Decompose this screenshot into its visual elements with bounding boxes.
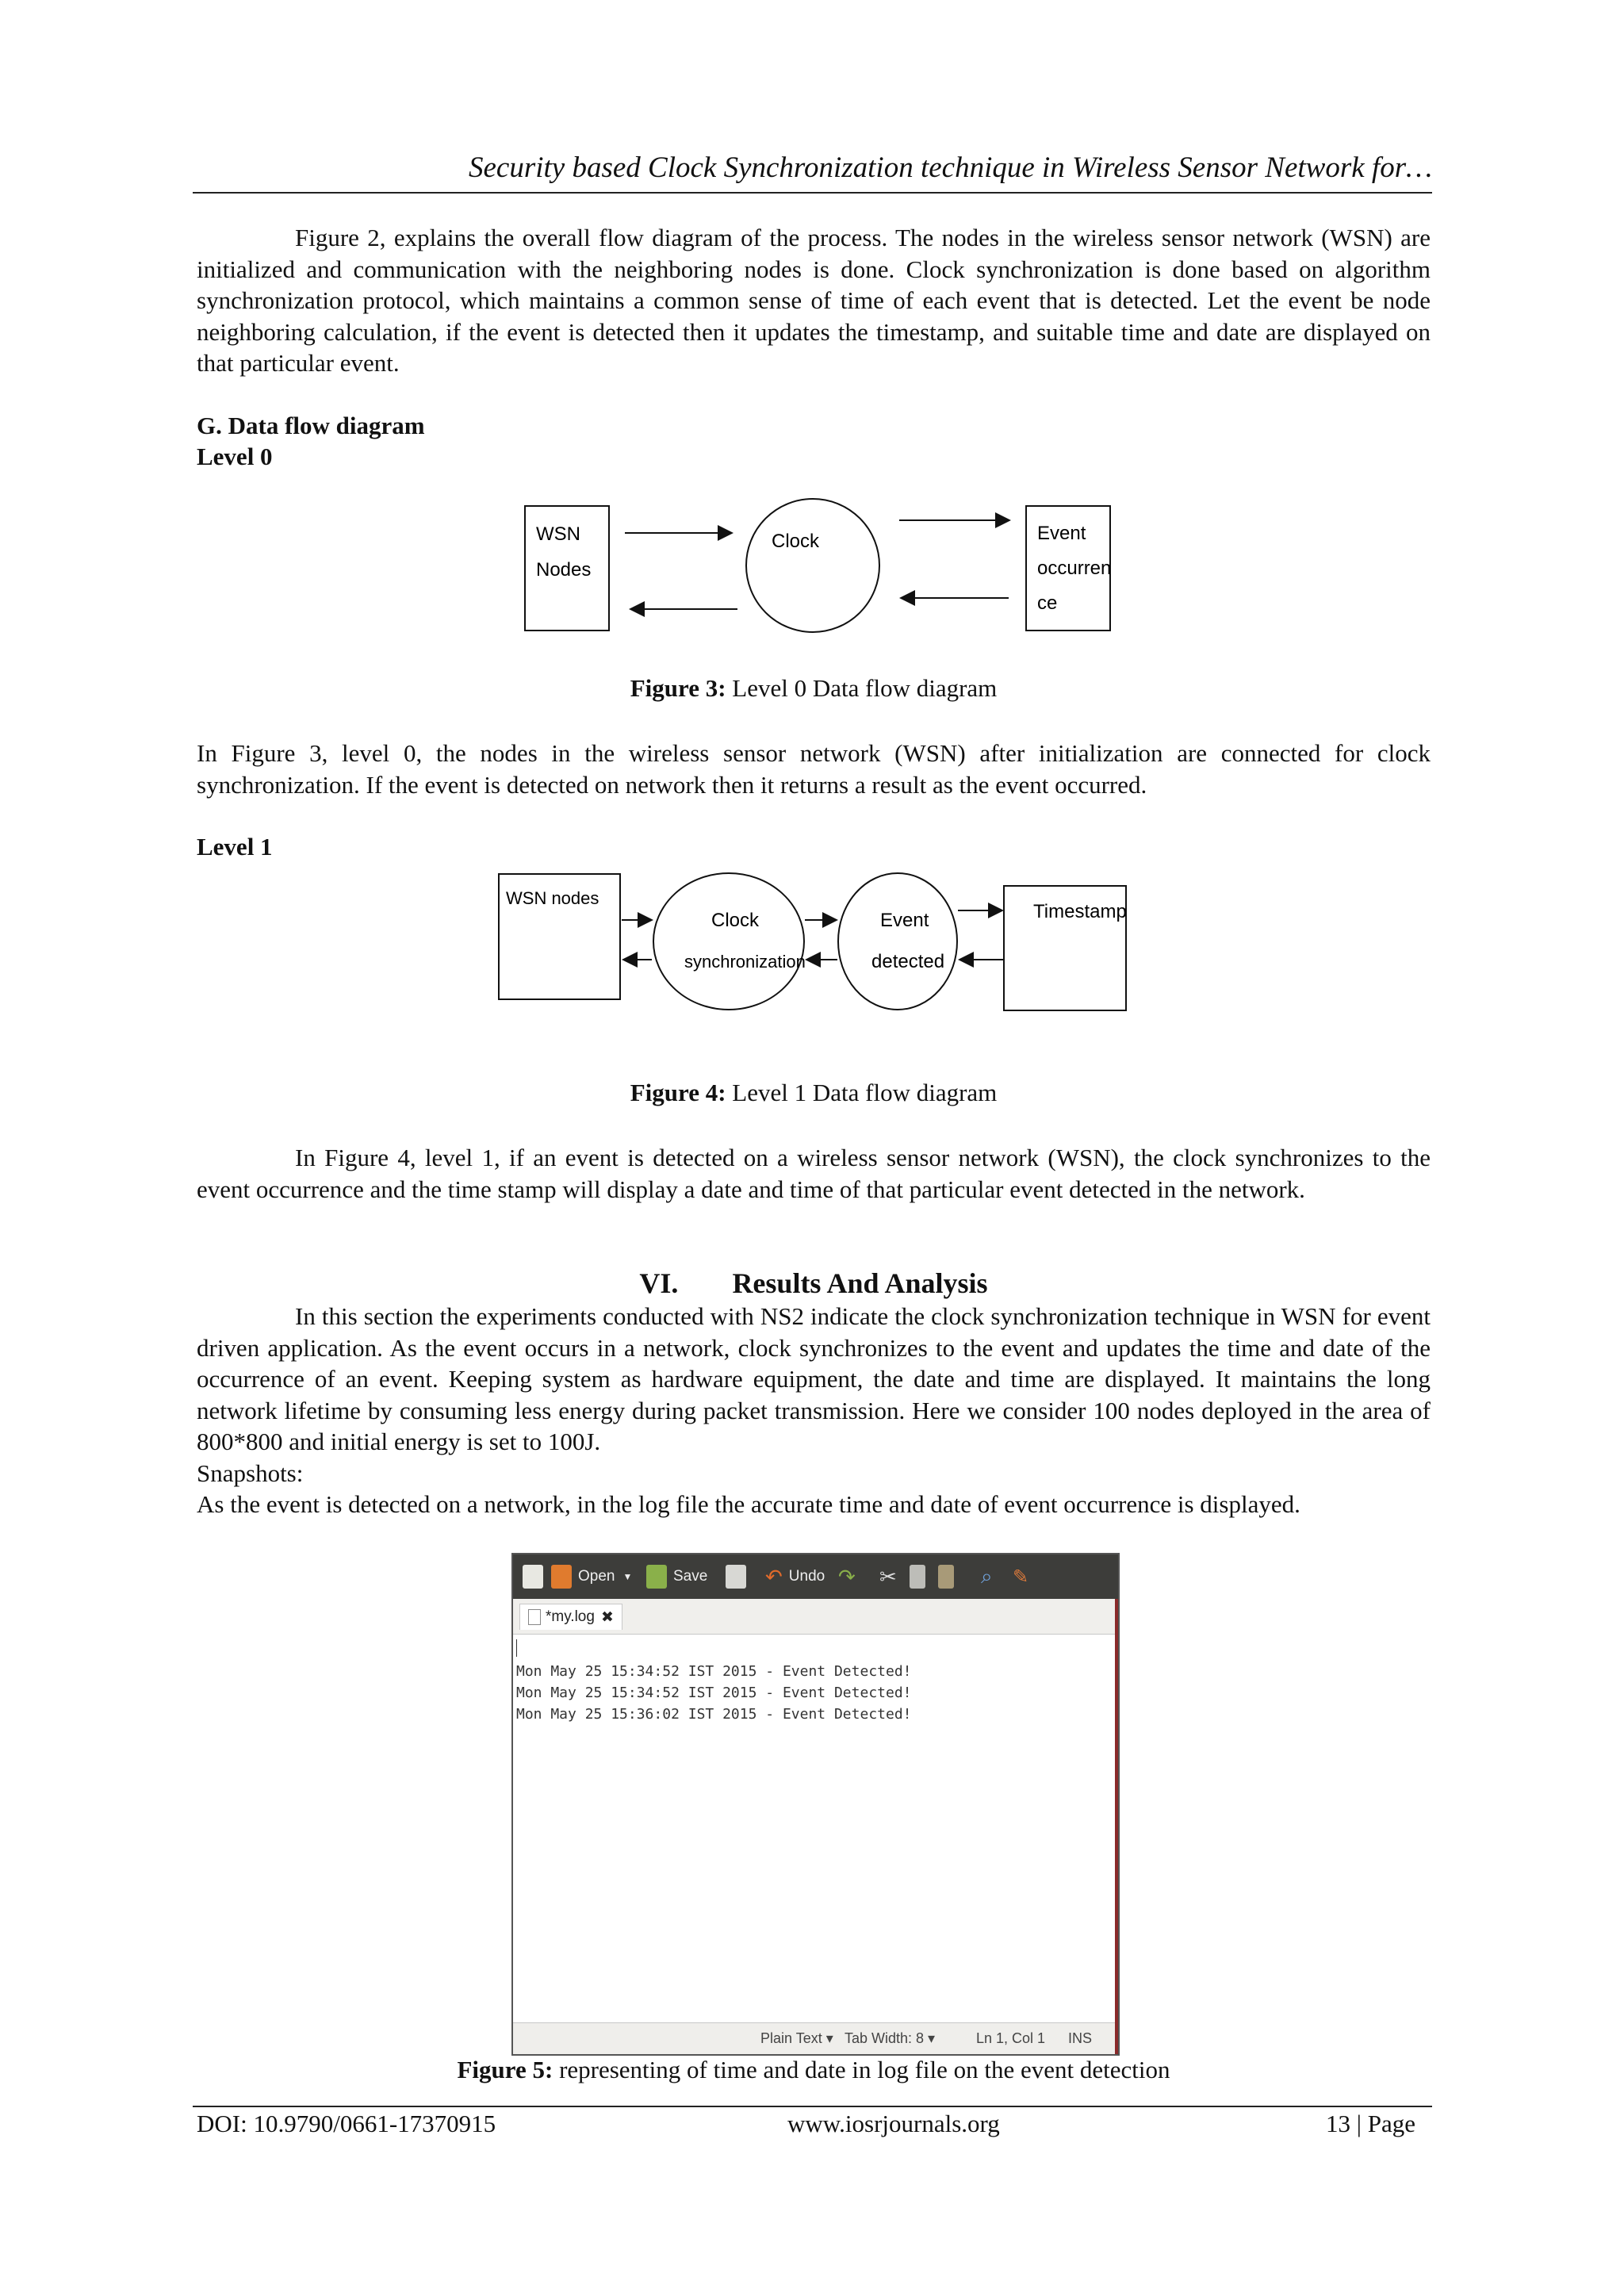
wsn-nodes-label: WSN nodes (506, 888, 599, 908)
document-icon (528, 1609, 541, 1625)
paste-icon (938, 1565, 954, 1589)
section-title: Results And Analysis (732, 1267, 988, 1299)
window-edge (1115, 1599, 1118, 2054)
log-line: Mon May 25 15:36:02 IST 2015 - Event Detected! (516, 1706, 912, 1723)
new-document-icon (523, 1565, 543, 1589)
text-cursor (516, 1639, 517, 1657)
figure-5-caption-text: representing of time and date in log file on the event detection (553, 2056, 1170, 2083)
figure-3-diagram (508, 492, 1126, 642)
undo-button[interactable] (765, 1562, 825, 1591)
wsn-nodes-label-1: WSN (536, 523, 580, 545)
undo-label: Undo (788, 1568, 825, 1585)
scissors-icon: ✂ (879, 1564, 897, 1589)
figure-4-caption (197, 1079, 1431, 1107)
save-label: Save (673, 1568, 708, 1585)
tab-label: *my.log (546, 1608, 595, 1625)
save-button[interactable] (646, 1562, 707, 1591)
figure-5-caption (197, 2056, 1431, 2084)
print-button[interactable] (726, 1562, 753, 1591)
level0-paragraph (197, 738, 1431, 800)
copy-icon (910, 1565, 925, 1589)
cut-button[interactable] (879, 1562, 897, 1591)
wsn-nodes-label-2: Nodes (536, 559, 592, 581)
search-icon: ⌕ (981, 1564, 993, 1588)
tab-width-selector[interactable]: Tab Width: 8 ▾ (845, 2030, 936, 2046)
figure-5-caption-label: Figure 5: (457, 2056, 553, 2083)
redo-button[interactable] (838, 1562, 856, 1591)
cursor-position: Ln 1, Col 1 (976, 2030, 1046, 2046)
level1-paragraph (197, 1142, 1431, 1205)
footer-site[interactable]: www.iosrjournals.org (787, 2110, 1000, 2137)
figure-4-caption-label: Figure 4: (630, 1079, 726, 1106)
tab-my-log[interactable] (519, 1604, 622, 1630)
clock-sync-label-1: Clock (711, 910, 760, 931)
copy-button[interactable] (910, 1562, 932, 1591)
log-line: Mon May 25 15:34:52 IST 2015 - Event Detected! (516, 1685, 912, 1701)
language-selector[interactable]: Plain Text ▾ (760, 2030, 833, 2046)
section-number: VI. (639, 1267, 679, 1299)
gedit-screenshot (511, 1553, 1120, 2056)
subheading-data-flow: G. Data flow diagram (197, 412, 425, 439)
save-icon (646, 1565, 667, 1589)
paragraph-text: In this section the experiments conducted with NS2 indicate the clock synchronization technique in WSN for event driven application. As the event occurs in a network, clock synchronizes to the event and updates the time and date of the occurrence of an event. Keeping system as hardware equipment, the date and time are displayed. It maintains the long network lifetime by consuming less energy during packet transmission. Here we consider 100 nodes deployed in the area of 800*800 and initial energy is set to 100J. (197, 1302, 1431, 1455)
open-label: Open (578, 1568, 615, 1585)
subheading-level-0: Level 0 (197, 443, 273, 470)
subheading-level-1: Level 1 (197, 833, 273, 861)
redo-icon: ↷ (838, 1564, 856, 1589)
undo-icon: ↶ (765, 1564, 783, 1589)
event-detected-circle (838, 873, 957, 1010)
results-paragraph (197, 1301, 1431, 1520)
log-line: Mon May 25 15:34:52 IST 2015 - Event Detected! (516, 1663, 912, 1680)
event-label-2: occurren (1037, 558, 1112, 579)
figure-4-diagram (492, 864, 1134, 1023)
figure-3-caption-text: Level 0 Data flow diagram (726, 674, 998, 702)
event-label-3: ce (1037, 592, 1058, 614)
paragraph-text: As the event is detected on a network, in the log file the accurate time and date of event occurrence is displayed. (197, 1490, 1300, 1518)
figure-4-caption-text: Level 1 Data flow diagram (726, 1079, 998, 1106)
clock-circle (746, 499, 879, 632)
replace-button[interactable] (1013, 1562, 1028, 1591)
status-bar (513, 2022, 1118, 2055)
figure-3-caption (197, 674, 1431, 703)
header-rule (193, 192, 1432, 194)
timestamp-label: Timestamp (1033, 901, 1127, 922)
paragraph-text: Figure 2, explains the overall flow diagram of the process. The nodes in the wireless sensor network (WSN) are initialized and communication with the neighboring nodes is done. Clock synchronization is done based on algorithm synchronization protocol, which maintains a common sense of time of each event that is detected. Let the event be node neighboring calculation, if the event is detected then it updates the timestamp, and suitable time and date are displayed on that particular event. (197, 224, 1431, 377)
open-button[interactable] (551, 1562, 632, 1591)
section-heading (197, 1267, 1431, 1300)
event-detected-label-2: detected (871, 951, 945, 972)
paragraph-text: In Figure 4, level 1, if an event is detected on a wireless sensor network (WSN), the clock synchronizes to the event occurrence and the time stamp will display a date and time of that particular event detected in the network. (197, 1144, 1431, 1203)
clock-sync-label-2: synchronization (684, 952, 806, 972)
close-icon[interactable]: ✖ (600, 1608, 614, 1626)
find-button[interactable] (981, 1562, 993, 1591)
paste-button[interactable] (938, 1562, 960, 1591)
intro-paragraph (197, 222, 1431, 379)
clock-label: Clock (772, 531, 820, 552)
paragraph-text: In Figure 3, level 0, the nodes in the wireless sensor network (WSN) after initialization are connected for clock synchronization. If the event is detected on network then it returns a result as the event occurred. (197, 739, 1431, 799)
footer-rule (193, 2106, 1432, 2107)
figure-3-caption-label: Figure 3: (630, 674, 726, 702)
print-icon (726, 1565, 746, 1589)
running-header: Security based Clock Synchronization technique in Wireless Sensor Network for… (468, 151, 1432, 184)
clock-sync-circle (653, 873, 804, 1010)
new-file-button[interactable] (523, 1562, 550, 1591)
tab-bar (513, 1599, 1118, 1635)
replace-icon: ✎ (1013, 1566, 1029, 1588)
insert-mode: INS (1068, 2030, 1093, 2046)
folder-icon (551, 1565, 572, 1589)
event-detected-label-1: Event (880, 910, 929, 931)
event-label-1: Event (1037, 523, 1086, 544)
chevron-down-icon: ▼ (622, 1571, 633, 1582)
editor-text-area[interactable] (513, 1635, 1118, 2014)
editor-toolbar (513, 1554, 1118, 1599)
footer-doi: DOI: 10.9790/0661-17370915 (197, 2110, 496, 2137)
footer-page: 13 | Page (1326, 2110, 1415, 2137)
snapshots-label: Snapshots: (197, 1458, 304, 1487)
